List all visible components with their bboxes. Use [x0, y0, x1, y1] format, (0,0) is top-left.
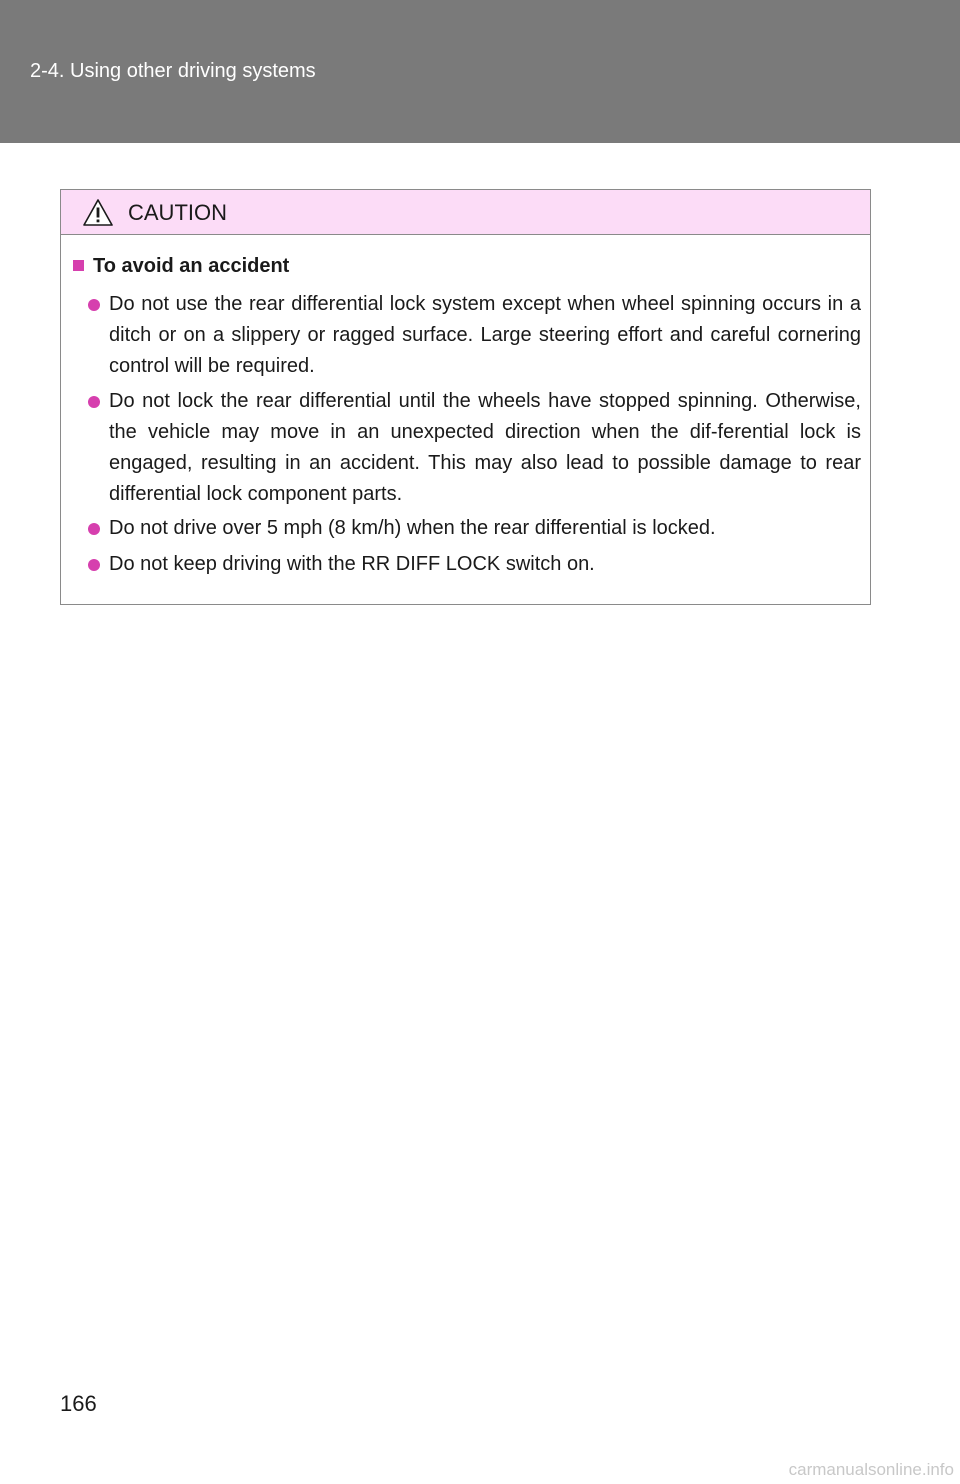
round-bullet-icon	[88, 396, 100, 408]
caution-bullet	[88, 289, 861, 382]
caution-label: CAUTION	[128, 200, 227, 225]
caution-bullet	[88, 386, 861, 510]
round-bullet-icon	[88, 559, 100, 571]
caution-bullet	[88, 549, 861, 580]
warning-triangle-icon	[83, 199, 113, 226]
caution-header	[61, 190, 870, 235]
section-heading: 2-4. Using other driving systems	[30, 60, 316, 82]
round-bullet-icon	[88, 523, 100, 535]
bullet-text: Do not lock the rear differential until the wheels have stopped spinning. Otherwise, the vehicle may move in an unexpected direction when the dif-ferential lock is engaged, resulting in an accident. This may also lead to possible damage to rear differential lock component parts.	[109, 390, 861, 505]
caution-section-title	[73, 255, 289, 278]
caution-box	[60, 189, 871, 605]
caution-bullet	[88, 513, 861, 544]
square-bullet-icon	[73, 260, 84, 271]
bullet-text: Do not drive over 5 mph (8 km/h) when the rear differential is locked.	[109, 517, 716, 539]
page-header	[0, 0, 960, 143]
round-bullet-icon	[88, 299, 100, 311]
watermark: carmanualsonline.info	[788, 1460, 954, 1479]
bullet-text: Do not use the rear differential lock system except when wheel spinning occurs in a ditch or on a slippery or ragged surface. Large steering effort and careful cornering control will be required.	[109, 293, 861, 377]
bullet-text: Do not keep driving with the RR DIFF LOCK switch on.	[109, 553, 595, 575]
page-number: 166	[60, 1391, 97, 1416]
section-title-text: To avoid an accident	[93, 255, 290, 277]
